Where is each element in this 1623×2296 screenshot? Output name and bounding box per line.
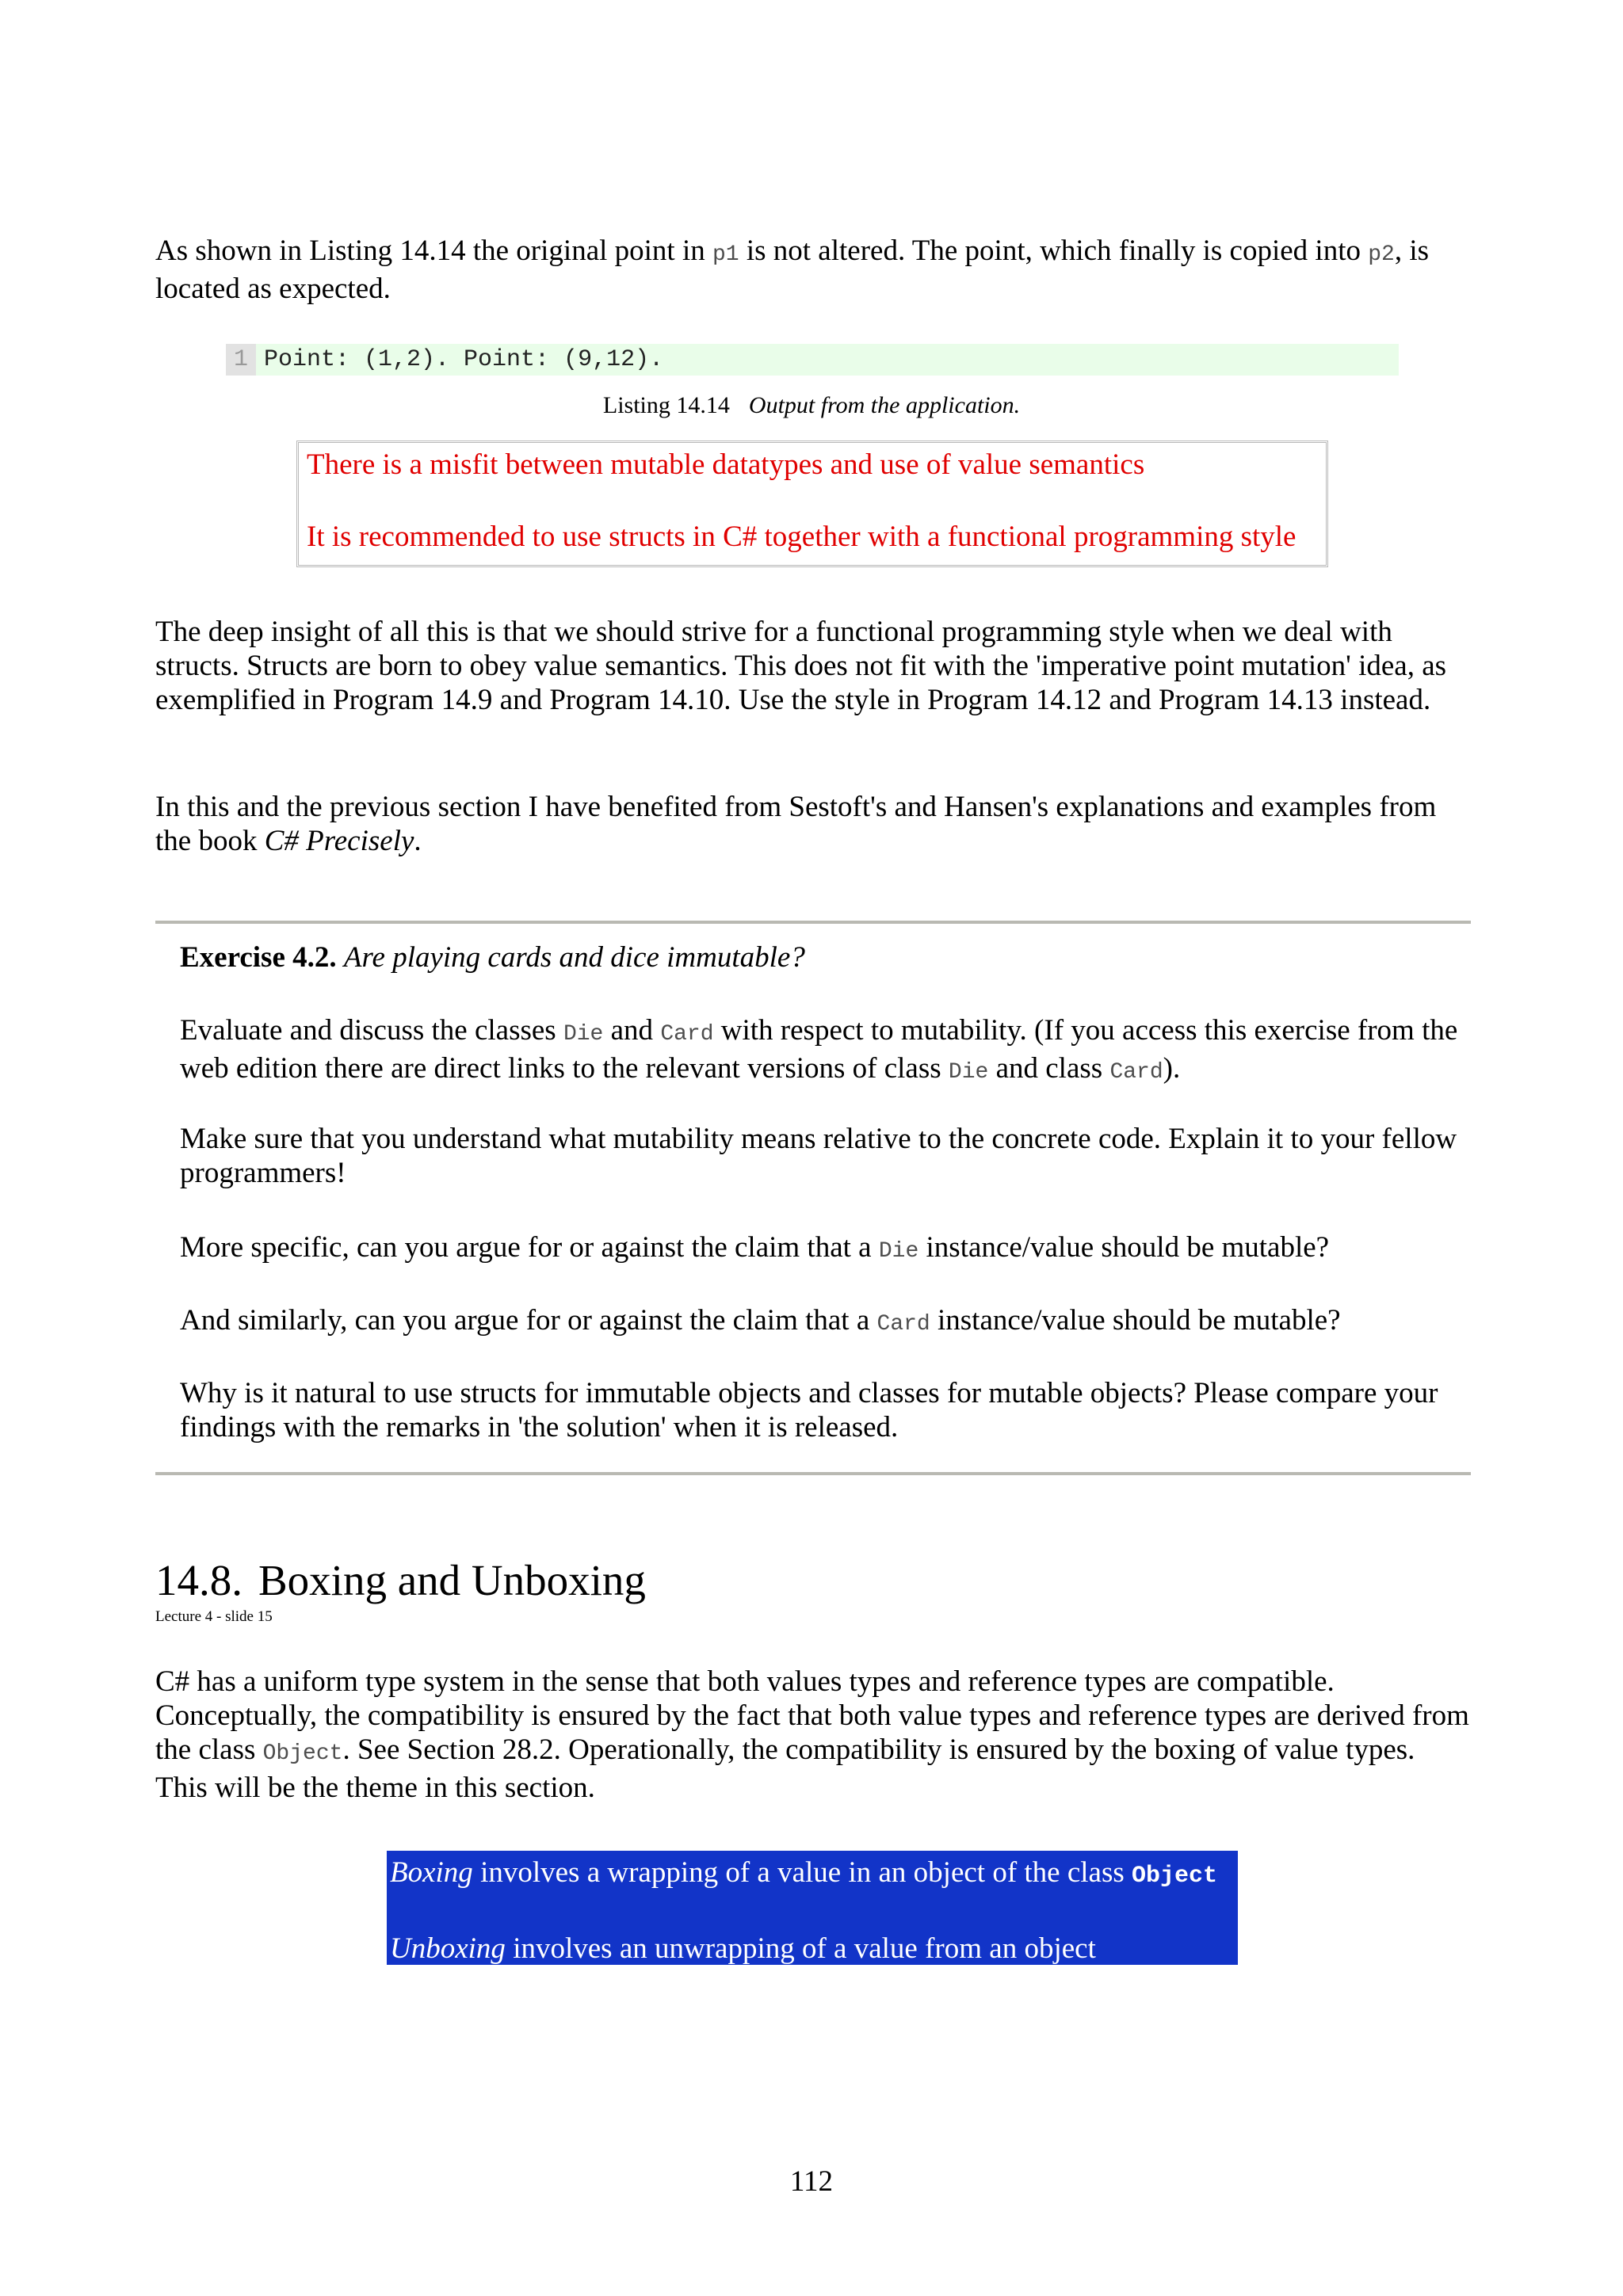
ex-p1-text-4: and class [988,1052,1110,1085]
exercise-paragraph-5: Why is it natural to use structs for immutable objects and classes for mutable objects? Please compare your findings with the remarks in 'the solution' when it is released. [180,1377,1438,1444]
listing-code-line: Point: (1,2). Point: (9,12). [264,346,664,373]
boxing-intro-paragraph [155,1665,1471,1805]
exercise-paragraph-4 [180,1303,1480,1341]
section-title: Boxing and Unboxing [258,1556,646,1604]
key-point-line-1: There is a misfit between mutable datatypes and use of value semantics [307,448,1145,481]
code-object: Object [262,1741,343,1766]
exercise-top-rule [155,921,1471,924]
listing-caption-label: Listing 14.14 [602,392,730,418]
code-p1: p1 [712,242,739,267]
page-number: 112 [789,2165,834,2198]
code-die: Die [563,1022,604,1047]
unboxing-term: Unboxing [390,1932,506,1965]
code-card: Card [660,1022,714,1047]
unboxing-definition-text: involves an unwrapping of a value from an object [505,1932,1096,1965]
para4-text-2: . See Section 28.2. Operationally, the compatibility is ensured by the boxing of value types. This will be the theme in this section. [155,1733,1415,1804]
exercise-paragraph-3 [180,1230,1480,1268]
code-card: Card [876,1312,930,1337]
ex-p4-text-2: instance/value should be mutable? [930,1304,1341,1337]
ex-p1-text-2: and [603,1014,661,1047]
book-title: C# Precisely [264,825,414,857]
code-die: Die [948,1060,989,1085]
boxing-definition-text: involves a wrapping of a value in an object of the class [472,1856,1132,1889]
code-listing [226,344,1399,376]
key-point-line-2: It is recommended to use structs in C# together with a functional programming style [307,521,1296,553]
boxing-term: Boxing [390,1856,473,1889]
code-p2: p2 [1368,242,1395,267]
acknowledgement-paragraph [155,790,1471,858]
para1-text-2: is not altered. The point, which finally is copied into [739,235,1369,267]
ex-p3-text-1: More specific, can you argue for or against the claim that a [180,1231,879,1264]
code-object: Object [1132,1863,1218,1890]
ex-p1-text-3: with respect to mutability. (If you access this exercise from the web edition there are direct links to the relevant versions of class [180,1014,1458,1085]
exercise-title: Are playing cards and dice immutable? [343,941,805,974]
listing-caption [0,390,1623,421]
ex-p4-text-1: And similarly, can you argue for or against the claim that a [180,1304,877,1337]
para3-text-1: In this and the previous section I have benefited from Sestoft's and Hansen's explanations and examples from the book [155,791,1437,857]
insight-paragraph: The deep insight of all this is that we should strive for a functional programming style when we deal with structs. Structs are born to obey value semantics. This does not fit with the 'imperative point mutation' idea, as exemplified in Program 14.9 and Program 14.10. Use the style in Program 14.12 and Program 14.13 instead. [155,616,1447,716]
para1-text-3: , is located as expected. [155,235,1430,305]
boxing-definition-box [387,1851,1238,1965]
exercise-label: Exercise 4.2. [180,941,337,974]
key-point-box [296,441,1328,567]
para1-text-1: As shown in Listing 14.14 the original point in [155,235,712,267]
para4-text-1: C# has a uniform type system in the sense that both values types and reference types are compatible. Conceptually, the compatibility is ensured by the fact that both value types and reference types are derived from the class [155,1665,1469,1766]
ex-p1-text-1: Evaluate and discuss the classes [180,1014,563,1047]
intro-paragraph [155,234,1471,306]
exercise-heading [180,940,1480,974]
ex-p1-text-5: ). [1163,1052,1181,1085]
ex-p3-text-2: instance/value should be mutable? [918,1231,1330,1264]
unboxing-definition [390,1932,1235,1966]
section-heading [155,1555,646,1606]
listing-line-number: 1 [226,344,256,376]
slide-reference: Lecture 4 - slide 15 [155,1608,273,1625]
boxing-definition [390,1855,1235,1894]
code-card: Card [1109,1060,1163,1085]
code-die: Die [878,1239,919,1264]
exercise-paragraph-1 [180,1013,1480,1089]
section-number: 14.8. [155,1556,242,1604]
listing-caption-text: Output from the application. [748,392,1021,418]
exercise-bottom-rule [155,1472,1471,1475]
para3-text-2: . [414,825,422,857]
exercise-paragraph-2: Make sure that you understand what mutability means relative to the concrete code. Explain it to your fellow programmers! [180,1123,1457,1189]
